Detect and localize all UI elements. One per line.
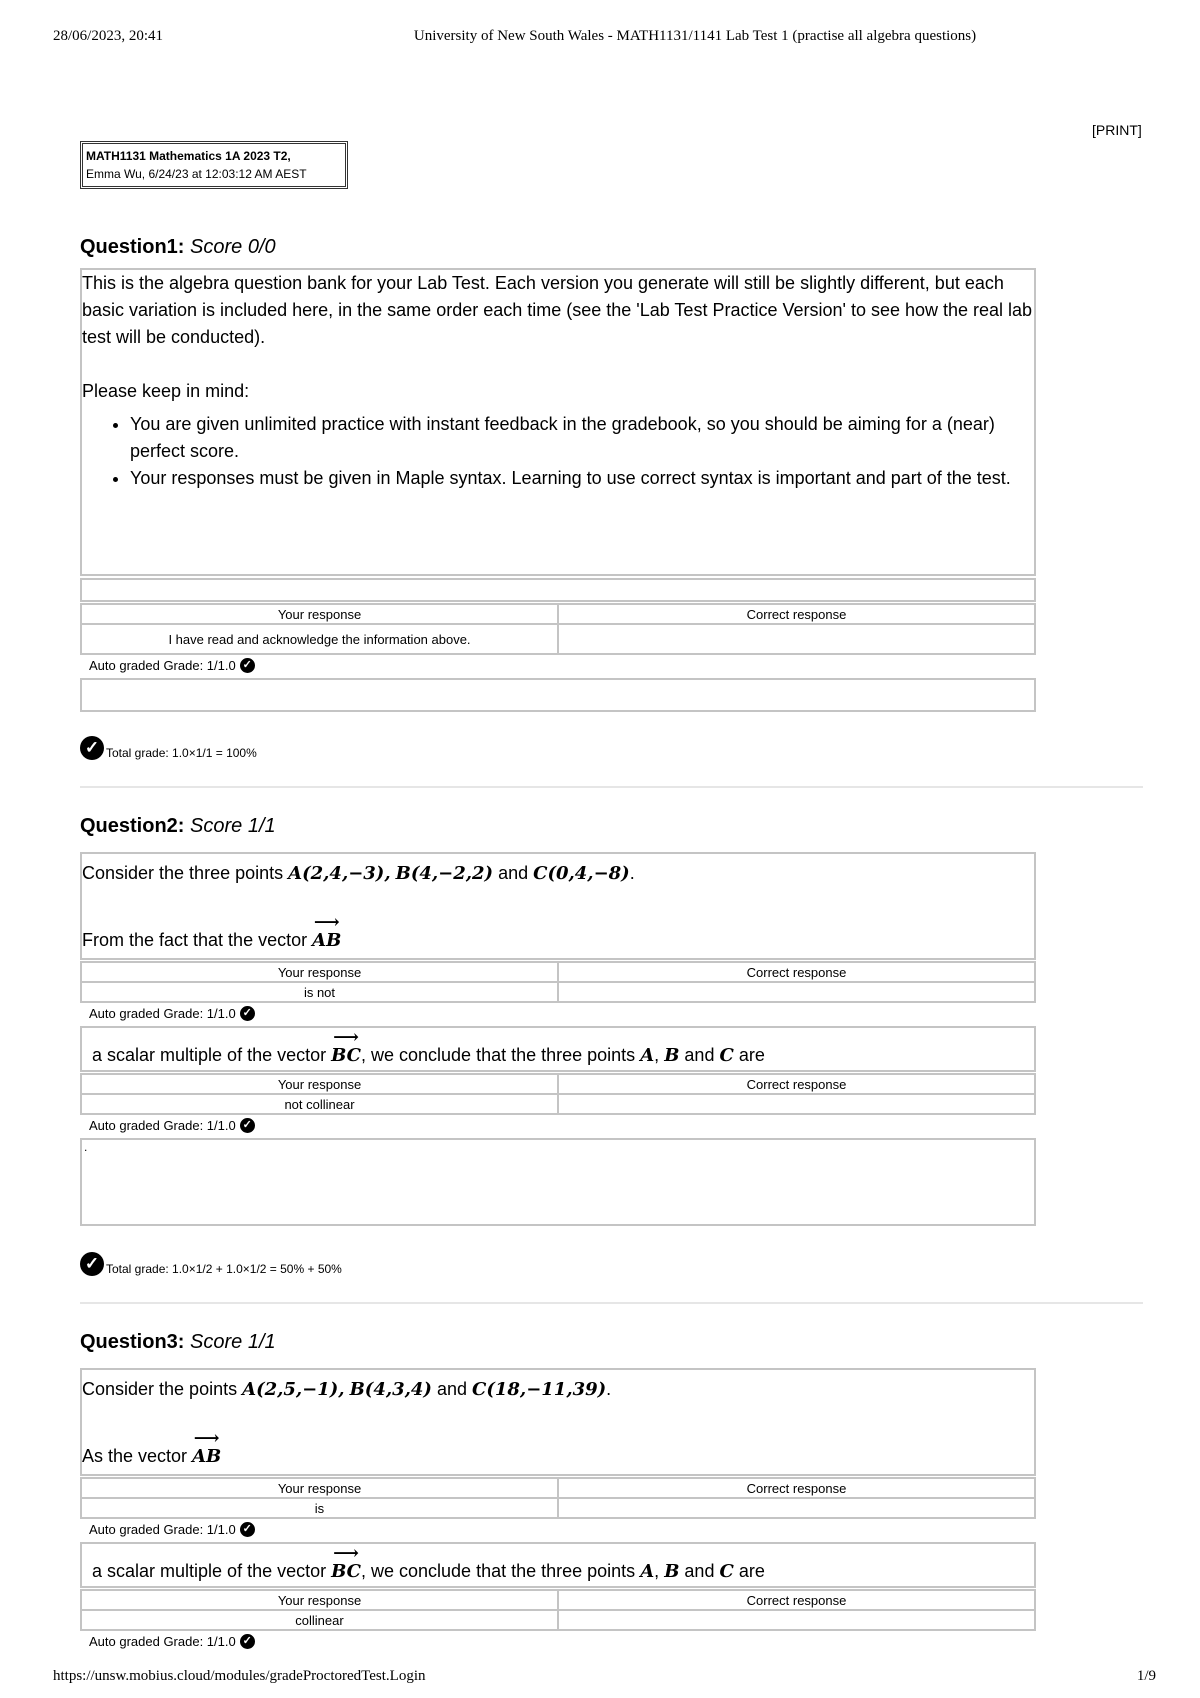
question-2-label: Question2: (80, 815, 185, 837)
point-b-label: B (664, 1561, 680, 1582)
correct-response-cell (558, 1094, 1035, 1114)
correct-response-header: Correct response (558, 604, 1035, 624)
your-response-header: Your response (81, 1074, 558, 1094)
print-datetime: 28/06/2023, 20:41 (53, 28, 164, 44)
question-1-total (80, 736, 257, 760)
check-circle-icon: ✓ (240, 1006, 255, 1021)
point-a-label: A (640, 1561, 655, 1582)
correct-response-header: Correct response (558, 962, 1035, 982)
correct-response-header: Correct response (558, 1478, 1035, 1498)
point-c: C(18,−11,39) (472, 1379, 607, 1400)
check-circle-icon: ✓ (240, 1634, 255, 1649)
question-3-score: Score 1/1 (190, 1331, 276, 1353)
conclude-text: , we conclude that the three points (361, 1561, 636, 1581)
question-2-title (80, 815, 276, 838)
are-text: are (738, 1561, 765, 1581)
question-1-bullets (82, 411, 1034, 492)
question-1-spacer-box (80, 578, 1036, 602)
question-3-title (80, 1331, 276, 1354)
question-1-text (80, 268, 1036, 576)
your-response-header: Your response (81, 1590, 558, 1610)
question-1-score: Score 0/0 (190, 236, 276, 258)
point-b-label: B (664, 1045, 680, 1066)
question-2-score: Score 1/1 (190, 815, 276, 837)
point-a-label: A (640, 1045, 655, 1066)
table-row (81, 1074, 1035, 1094)
point-c-label: C (719, 1045, 734, 1066)
point-b: B(4,−2,2) (395, 863, 494, 884)
vector-ab: ⟶ AB (192, 1443, 221, 1470)
and-text: and (684, 1045, 715, 1065)
check-circle-icon: ✓ (240, 1522, 255, 1537)
your-response-cell: is not (81, 982, 558, 1002)
table-row (81, 962, 1035, 982)
question-2-grade-1 (89, 1006, 255, 1021)
course-info-box (80, 141, 348, 189)
table-row (81, 1094, 1035, 1114)
your-response-cell: is (81, 1498, 558, 1518)
check-circle-icon: ✓ (80, 736, 104, 760)
check-circle-icon: ✓ (240, 1118, 255, 1133)
page-header-title: University of New South Wales - MATH1131/1141 Lab Test 1 (practise all algebra questions) (413, 28, 977, 44)
vector-bc: ⟶ BC (331, 1042, 361, 1069)
question-3-response-table-1 (80, 1477, 1036, 1519)
question-3-response-table-2 (80, 1589, 1036, 1631)
question-2-feedback-box (80, 1138, 1036, 1226)
point-c-label: C (719, 1561, 734, 1582)
table-row (81, 1478, 1035, 1498)
vector-bc: ⟶ BC (331, 1558, 361, 1585)
check-circle-icon: ✓ (240, 658, 255, 673)
list-item: • You are given unlimited practice with instant feedback in the gradebook, so you should be aiming for a (near) perfect score. (130, 411, 1034, 465)
vector-ab: ⟶ AB (312, 927, 341, 954)
question-3-as-vector: As the vector (82, 1446, 188, 1466)
and-text: and (498, 863, 529, 883)
print-link[interactable]: [PRINT] (1092, 122, 1142, 138)
divider (80, 786, 1143, 788)
question-1-grade (89, 658, 255, 673)
feedback-text: . (84, 1140, 88, 1154)
question-1-label: Question1: (80, 236, 185, 258)
correct-response-header: Correct response (558, 1074, 1035, 1094)
total-grade-text: Total grade: 1.0×1/2 + 1.0×1/2 = 50% + 50% (106, 1262, 342, 1276)
check-circle-icon: ✓ (80, 1252, 104, 1276)
correct-response-cell (558, 1610, 1035, 1630)
grade-text: Auto graded Grade: 1/1.0 (89, 1118, 236, 1133)
table-row (81, 1590, 1035, 1610)
question-2-response-table-1 (80, 961, 1036, 1003)
and-text: and (436, 1379, 468, 1399)
question-3-grade-1 (89, 1522, 255, 1537)
question-1-paragraph: This is the algebra question bank for your Lab Test. Each version you generate will still be slightly different, but each basic variation is included here, in the same order each time (see the 'Lab Test Practice Version' to see how the real lab test will be conducted). (82, 273, 1033, 347)
grade-text: Auto graded Grade: 1/1.0 (89, 1522, 236, 1537)
point-c: C(0,4,−8) (533, 863, 630, 884)
question-1-response-table (80, 603, 1036, 655)
question-3-consider: Consider the points (82, 1379, 238, 1399)
question-3-part-2-text: a scalar multiple of the vector ⟶ BC, we conclude that the three points A, B and C are (80, 1542, 1036, 1588)
page-number: 1/9 (1136, 1668, 1156, 1684)
total-grade-text: Total grade: 1.0×1/1 = 100% (106, 746, 257, 760)
question-1-title (80, 236, 276, 259)
question-2-grade-2 (89, 1118, 255, 1133)
question-2-response-table-2 (80, 1073, 1036, 1115)
table-row (81, 1610, 1035, 1630)
question-2-from-fact: From the fact that the vector (82, 930, 308, 950)
your-response-header: Your response (81, 604, 558, 624)
grade-text: Auto graded Grade: 1/1.0 (89, 1634, 236, 1649)
point-b: B(4,3,4) (349, 1379, 432, 1400)
correct-response-cell (558, 624, 1035, 654)
question-1-keep-in-mind: Please keep in mind: (82, 381, 250, 401)
table-row (81, 604, 1035, 624)
correct-response-cell (558, 1498, 1035, 1518)
scalar-text: a scalar multiple of the vector (92, 1561, 327, 1581)
table-row (81, 624, 1035, 654)
course-name: MATH1131 Mathematics 1A 2023 T2, (86, 149, 291, 163)
student-info: Emma Wu, 6/24/23 at 12:03:12 AM AEST (86, 167, 307, 181)
page-url: https://unsw.mobius.cloud/modules/gradeProctoredTest.Login (53, 1668, 426, 1684)
question-1-feedback-box (80, 678, 1036, 712)
question-2-consider: Consider the three points (82, 863, 284, 883)
conclude-text: , we conclude that the three points (361, 1045, 636, 1065)
correct-response-header: Correct response (558, 1590, 1035, 1610)
list-item: • Your responses must be given in Maple syntax. Learning to use correct syntax is important and part of the test. (130, 465, 1034, 492)
correct-response-cell (558, 982, 1035, 1002)
question-2-total (80, 1252, 342, 1276)
point-a: A(2,4,−3) (288, 863, 385, 884)
grade-text: Auto graded Grade: 1/1.0 (89, 1006, 236, 1021)
and-text: and (684, 1561, 715, 1581)
your-response-header: Your response (81, 962, 558, 982)
your-response-cell: collinear (81, 1610, 558, 1630)
question-3-text: Consider the points A(2,5,−1), B(4,3,4) and C(18,−11,39). As the vector ⟶ AB (80, 1368, 1036, 1476)
table-row (81, 1498, 1035, 1518)
scalar-text: a scalar multiple of the vector (92, 1045, 327, 1065)
your-response-cell: not collinear (81, 1094, 558, 1114)
question-2-text: Consider the three points A(2,4,−3), B(4,−2,2) and C(0,4,−8). From the fact that the vector ⟶ AB (80, 852, 1036, 960)
question-2-part-2-text: a scalar multiple of the vector ⟶ BC, we conclude that the three points A, B and C are (80, 1026, 1036, 1072)
your-response-header: Your response (81, 1478, 558, 1498)
your-response-cell: I have read and acknowledge the information above. (81, 624, 558, 654)
grade-text: Auto graded Grade: 1/1.0 (89, 658, 236, 673)
are-text: are (738, 1045, 765, 1065)
question-3-grade-2 (89, 1634, 255, 1649)
divider (80, 1302, 1143, 1304)
question-3-label: Question3: (80, 1331, 185, 1353)
table-row (81, 982, 1035, 1002)
point-a: A(2,5,−1) (242, 1379, 339, 1400)
